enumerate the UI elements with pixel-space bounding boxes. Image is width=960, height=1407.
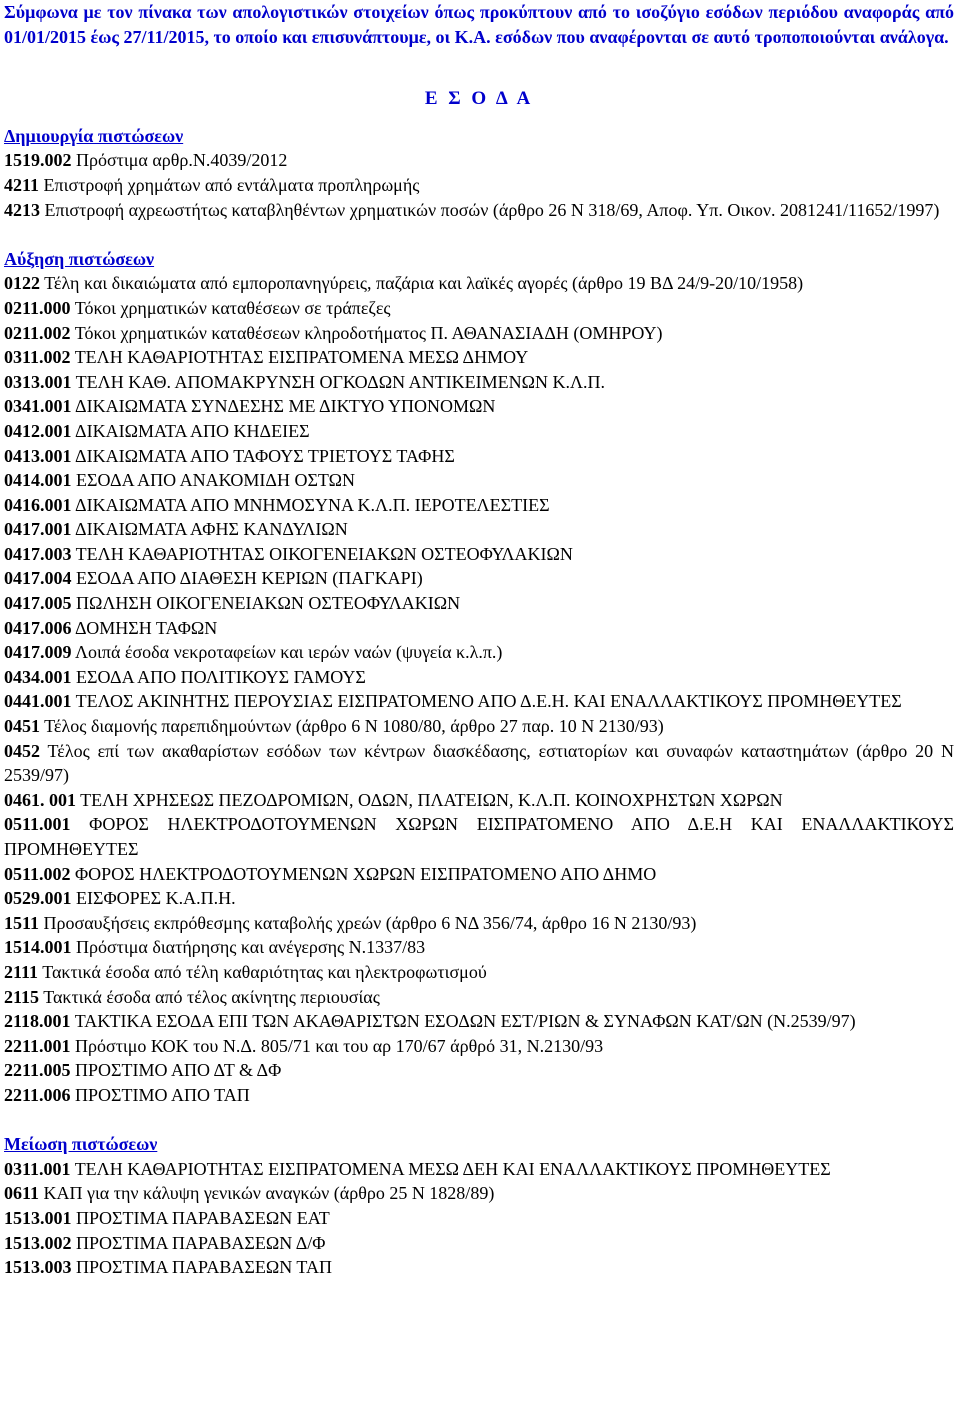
- list-item: [4, 640, 954, 665]
- item-description: ΤΕΛΗ ΚΑΘ. ΑΠΟΜΑΚΡΥΝΣΗ ΟΓΚΟΔΩΝ ΑΝΤΙΚΕΙΜΕΝΩΝ Κ.Λ.Π.: [71, 371, 606, 392]
- item-code: 0313.001: [4, 371, 72, 392]
- item-code: 0417.005: [4, 593, 72, 614]
- item-code: 2115: [4, 986, 40, 1007]
- item-code: 0417.006: [4, 617, 72, 638]
- item-code: 1513.002: [4, 1232, 72, 1253]
- item-description: Πρόστιμα αρθρ.Ν.4039/2012: [71, 150, 288, 171]
- item-description: ΠΡΟΣΤΙΜΑ ΠΑΡΑΒΑΣΕΩΝ ΤΑΠ: [71, 1257, 332, 1278]
- item-description: ΔΙΚΑΙΩΜΑΤΑ ΑΦΗΣ ΚΑΝΔΥΛΙΩΝ: [71, 519, 348, 540]
- item-description: Επιστροφή αχρεωστήτως καταβληθέντων χρηματικών ποσών (άρθρο 26 Ν 318/69, Αποφ. Υπ. Οικον. 2081241/11652/1997): [40, 199, 940, 220]
- list-item: [4, 370, 954, 395]
- list-item: [4, 198, 954, 223]
- item-code: 1513.001: [4, 1207, 72, 1228]
- list-item: [4, 394, 954, 419]
- list-item: [4, 862, 954, 887]
- item-description: Τόκοι χρηματικών καταθέσεων σε τράπεζες: [70, 297, 391, 318]
- list-item: [4, 296, 954, 321]
- list-item: [4, 739, 954, 788]
- item-description: Προσαυξήσεις εκπρόθεσμης καταβολής χρεών (άρθρο 6 ΝΔ 356/74, άρθρο 16 Ν 2130/93): [39, 912, 697, 933]
- list-item: [4, 1255, 954, 1280]
- item-code: 0211.002: [4, 322, 71, 343]
- item-description: ΔΙΚΑΙΩΜΑΤΑ ΑΠΟ ΚΗΔΕΙΕΣ: [71, 420, 310, 441]
- item-description: ΠΡΟΣΤΙΜΟ ΑΠΟ ΔΤ & ΔΦ: [70, 1060, 282, 1081]
- item-description: Τακτικά έσοδα από τέλη καθαριότητας και ηλεκτροφωτισμού: [38, 961, 487, 982]
- item-code: 0311.001: [4, 1158, 71, 1179]
- list-item: [4, 517, 954, 542]
- item-code: 0416.001: [4, 494, 72, 515]
- item-code: 0417.001: [4, 519, 72, 540]
- item-description: ΤΑΚΤΙΚΑ ΕΣΟΔΑ ΕΠΙ ΤΩΝ ΑΚΑΘΑΡΙΣΤΩΝ ΕΣΟΔΩΝ ΕΣΤ/ΡΙΩΝ & ΣΥΝΑΦΩΝ ΚΑΤ/ΩΝ (Ν.2539/97): [70, 1011, 856, 1032]
- item-code: 2118.001: [4, 1011, 71, 1032]
- item-description: ΕΙΣΦΟΡΕΣ Κ.Α.Π.Η.: [71, 888, 236, 909]
- item-code: 4211: [4, 174, 40, 195]
- item-description: Πρόστιμα διατήρησης και ανέγερσης Ν.1337/83: [71, 937, 426, 958]
- item-description: ΕΣΟΔΑ ΑΠΟ ΠΟΛΙΤΙΚΟΥΣ ΓΑΜΟΥΣ: [71, 666, 366, 687]
- list-item: [4, 960, 954, 985]
- item-code: 1513.003: [4, 1257, 72, 1278]
- item-description: ΔΙΚΑΙΩΜΑΤΑ ΣΥΝΔΕΣΗΣ ΜΕ ΔΙΚΤΥΟ ΥΠΟΝΟΜΩΝ: [71, 396, 496, 417]
- item-code: 4213: [4, 199, 40, 220]
- intro-paragraph: Σύμφωνα με τον πίνακα των απολογιστικών στοιχείων όπως προκύπτουν από το ισοζύγιο εσόδων περιόδου αναφοράς από 01/01/2015 έως 27/11/2015, το οποίο και επισυνάπτουμε, οι Κ.Α. εσόδων που αναφέρονται σε αυτό τροποποιούνται ανάλογα.: [4, 2, 954, 47]
- item-description: Τέλη και δικαιώματα από εμποροπανηγύρεις, παζάρια και λαϊκές αγορές (άρθρο 19 ΒΔ 24/9-20/10/1958): [40, 273, 804, 294]
- section-spacer: [4, 1108, 954, 1133]
- item-code: 0341.001: [4, 396, 72, 417]
- item-description: ΤΕΛΟΣ ΑΚΙΝΗΤΗΣ ΠΕΡΟΥΣΙΑΣ ΕΙΣΠΡΑΤΟΜΕΝΟ ΑΠΟ Δ.Ε.Η. ΚΑΙ ΕΝΑΛΛΑΚΤΙΚΟΥΣ ΠΡΟΜΗΘΕΥΤΕΣ: [71, 691, 902, 712]
- item-description: ΠΡΟΣΤΙΜΑ ΠΑΡΑΒΑΣΕΩΝ ΕΑΤ: [71, 1207, 330, 1228]
- item-code: 2111: [4, 961, 39, 982]
- item-code: 2211.005: [4, 1060, 71, 1081]
- list-item: [4, 542, 954, 567]
- item-code: 0529.001: [4, 888, 72, 909]
- item-code: 0461. 001: [4, 789, 76, 810]
- list-item: [4, 911, 954, 936]
- item-description: Τόκοι χρηματικών καταθέσεων κληροδοτήματος Π. ΑΘΑΝΑΣΙΑΔΗ (ΟΜΗΡΟΥ): [70, 322, 663, 343]
- list-item: [4, 173, 954, 198]
- list-item: [4, 493, 954, 518]
- item-description: ΔΙΚΑΙΩΜΑΤΑ ΑΠΟ ΤΑΦΟΥΣ ΤΡΙΕΤΟΥΣ ΤΑΦΗΣ: [71, 445, 455, 466]
- list-item: [4, 419, 954, 444]
- item-description: ΠΩΛΗΣΗ ΟΙΚΟΓΕΝΕΙΑΚΩΝ ΟΣΤΕΟΦΥΛΑΚΙΩΝ: [71, 593, 461, 614]
- list-item: [4, 148, 954, 173]
- section-title: Δημιουργία πιστώσεων: [4, 125, 184, 146]
- list-item: [4, 345, 954, 370]
- list-item: [4, 1181, 954, 1206]
- list-item: [4, 1009, 954, 1034]
- item-code: 0211.000: [4, 297, 71, 318]
- item-code: 0441.001: [4, 691, 72, 712]
- list-item: [4, 591, 954, 616]
- item-code: 2211.006: [4, 1084, 71, 1105]
- item-description: Λοιπά έσοδα νεκροταφείων και ιερών ναών (ψυγεία κ.λ.π.): [71, 642, 503, 663]
- item-description: ΠΡΟΣΤΙΜΑ ΠΑΡΑΒΑΣΕΩΝ Δ/Φ: [71, 1232, 326, 1253]
- item-code: 0451: [4, 716, 40, 737]
- item-code: 0611: [4, 1183, 40, 1204]
- item-description: ΠΡΟΣΤΙΜΟ ΑΠΟ ΤΑΠ: [70, 1084, 250, 1105]
- item-description: ΦΟΡΟΣ ΗΛΕΚΤΡΟΔΟΤΟΥΜΕΝΩΝ ΧΩΡΩΝ ΕΙΣΠΡΑΤΟΜΕΝΟ ΑΠΟ ΔΗΜΟ: [70, 863, 657, 884]
- item-code: 1514.001: [4, 937, 72, 958]
- list-item: [4, 985, 954, 1010]
- list-item: [4, 665, 954, 690]
- item-code: 0412.001: [4, 420, 72, 441]
- item-code: 0413.001: [4, 445, 72, 466]
- item-description: ΕΣΟΔΑ ΑΠΟ ΔΙΑΘΕΣΗ ΚΕΡΙΩΝ (ΠΑΓΚΑΡΙ): [71, 568, 423, 589]
- item-code: 0417.003: [4, 543, 72, 564]
- item-code: 0122: [4, 273, 40, 294]
- revenues-heading: Ε Σ Ο Δ Α: [424, 88, 534, 110]
- item-code: 0452: [4, 740, 40, 761]
- list-item: [4, 1058, 954, 1083]
- section-title: Αύξηση πιστώσεων: [4, 248, 155, 269]
- item-description: ΦΟΡΟΣ ΗΛΕΚΤΡΟΔΟΤΟΥΜΕΝΩΝ ΧΩΡΩΝ ΕΙΣΠΡΑΤΟΜΕΝΟ ΑΠΟ Δ.Ε.Η ΚΑΙ ΕΝΑΛΛΑΚΤΙΚΟΥΣ ΠΡΟΜΗΘΕΥΤΕΣ: [4, 814, 954, 859]
- item-code: 0434.001: [4, 666, 72, 687]
- item-description: Τακτικά έσοδα από τέλος ακίνητης περιουσίας: [39, 986, 380, 1007]
- list-item: [4, 1206, 954, 1231]
- list-item: [4, 886, 954, 911]
- list-item: [4, 1034, 954, 1059]
- list-item: [4, 788, 954, 813]
- item-description: ΔΙΚΑΙΩΜΑΤΑ ΑΠΟ ΜΝΗΜΟΣΥΝΑ Κ.Λ.Π. ΙΕΡΟΤΕΛΕΣΤΙΕΣ: [71, 494, 550, 515]
- section-spacer: [4, 222, 954, 247]
- item-code: 0511.002: [4, 863, 71, 884]
- item-code: 0417.009: [4, 642, 72, 663]
- item-code: 0311.002: [4, 347, 71, 368]
- item-code: 0417.004: [4, 568, 72, 589]
- item-description: Πρόστιμο ΚΟΚ του Ν.Δ. 805/71 και του αρ 170/67 άρθρό 31, Ν.2130/93: [70, 1035, 604, 1056]
- item-description: Επιστροφή χρημάτων από εντάλματα προπληρωμής: [39, 174, 420, 195]
- list-item: [4, 616, 954, 641]
- item-description: Τέλος διαμονής παρεπιδημούντων (άρθρο 6 Ν 1080/80, άρθρο 27 παρ. 10 Ν 2130/93): [40, 716, 664, 737]
- item-description: ΤΕΛΗ ΚΑΘΑΡΙΟΤΗΤΑΣ ΟΙΚΟΓΕΝΕΙΑΚΩΝ ΟΣΤΕΟΦΥΛΑΚΙΩΝ: [71, 543, 573, 564]
- list-item: [4, 321, 954, 346]
- item-description: ΔΟΜΗΣΗ ΤΑΦΩΝ: [71, 617, 218, 638]
- list-item: [4, 444, 954, 469]
- item-code: 2211.001: [4, 1035, 71, 1056]
- item-description: ΤΕΛΗ ΚΑΘΑΡΙΟΤΗΤΑΣ ΕΙΣΠΡΑΤΟΜΕΝΑ ΜΕΣΩ ΔΕΗ ΚΑΙ ΕΝΑΛΛΑΚΤΙΚΟΥΣ ΠΡΟΜΗΘΕΥΤΕΣ: [70, 1158, 831, 1179]
- list-item: [4, 468, 954, 493]
- list-item: [4, 271, 954, 296]
- section-title: Μείωση πιστώσεων: [4, 1134, 158, 1155]
- item-description: ΚΑΠ για την κάλυψη γενικών αναγκών (άρθρο 25 Ν 1828/89): [39, 1183, 495, 1204]
- item-code: 0414.001: [4, 470, 72, 491]
- item-description: ΤΕΛΗ ΧΡΗΣΕΩΣ ΠΕΖΟΔΡΟΜΙΩΝ, ΟΔΩΝ, ΠΛΑΤΕΙΩΝ, Κ.Λ.Π. ΚΟΙΝΟΧΡΗΣΤΩΝ ΧΩΡΩΝ: [76, 789, 783, 810]
- item-description: ΕΣΟΔΑ ΑΠΟ ΑΝΑΚΟΜΙΔΗ ΟΣΤΩΝ: [71, 470, 355, 491]
- list-item: [4, 812, 954, 861]
- list-item: [4, 1083, 954, 1108]
- list-item: [4, 689, 954, 714]
- list-item: [4, 935, 954, 960]
- sections-container: [4, 124, 954, 1280]
- list-item: [4, 1157, 954, 1182]
- item-description: Τέλος επί των ακαθαρίστων εσόδων των κέντρων διασκέδασης, εστιατορίων και συναφών καταστημάτων (άρθρο 20 Ν 2539/97): [4, 740, 954, 786]
- list-item: [4, 566, 954, 591]
- item-code: 1519.002: [4, 150, 72, 171]
- item-code: 0511.001: [4, 814, 71, 835]
- item-description: ΤΕΛΗ ΚΑΘΑΡΙΟΤΗΤΑΣ ΕΙΣΠΡΑΤΟΜΕΝΑ ΜΕΣΩ ΔΗΜΟΥ: [70, 347, 529, 368]
- list-item: [4, 714, 954, 739]
- list-item: [4, 1231, 954, 1256]
- item-code: 1511: [4, 912, 40, 933]
